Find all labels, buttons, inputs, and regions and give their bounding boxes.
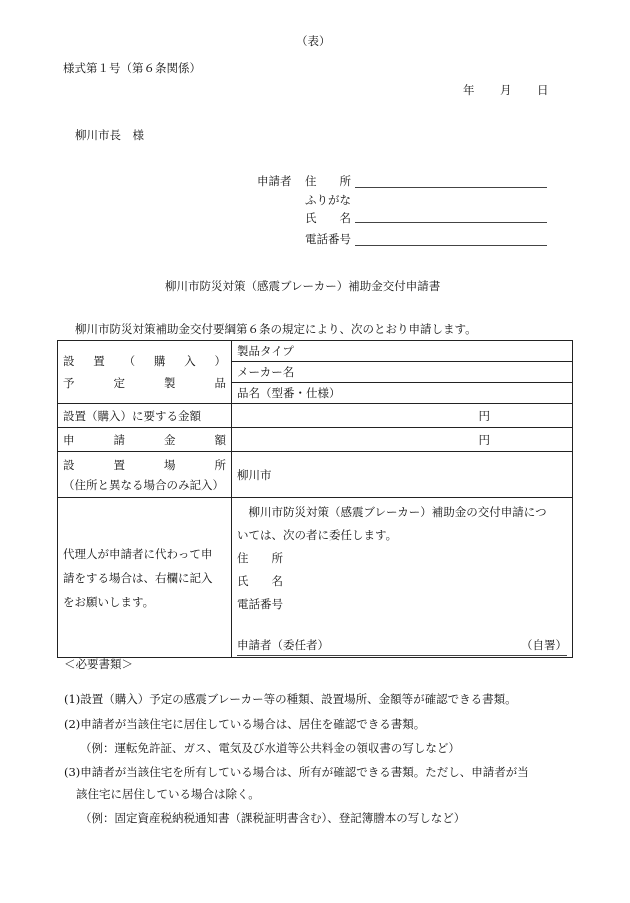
- agent-label-cell: [58, 498, 232, 658]
- form-number: 様式第１号（第６条関係）: [63, 61, 201, 75]
- agent-address-field[interactable]: 住 所: [237, 551, 283, 565]
- applicant-address-label: 住 所: [305, 174, 351, 188]
- location-note: （住所と異なる場合のみ記入）: [63, 477, 224, 492]
- amount-field[interactable]: [232, 428, 573, 452]
- label-char: 入: [184, 354, 196, 368]
- signature-label: （自署）: [521, 638, 567, 652]
- yen-unit: 円: [478, 408, 490, 423]
- product-label-line1: [63, 353, 226, 369]
- location-value: 柳川市: [237, 467, 272, 482]
- label-char: 額: [214, 432, 226, 447]
- label-char: 置: [113, 457, 125, 472]
- label-char: 購: [153, 354, 166, 368]
- product-label-line2: [63, 375, 226, 391]
- applicant-name-label: 氏 名: [305, 211, 351, 225]
- agent-label-line: 代理人が申請者に代わって申: [63, 546, 213, 561]
- delegator-label: 申請者（委任者）: [237, 638, 329, 652]
- application-table: [57, 340, 573, 658]
- applicant-phone-line[interactable]: [355, 245, 547, 246]
- maker-name-field[interactable]: メーカー名: [232, 362, 572, 383]
- label-char: ）: [214, 354, 226, 368]
- agent-label-line: をお願いします。: [63, 594, 155, 609]
- location-field[interactable]: [232, 452, 573, 498]
- delegation-cell: [232, 498, 573, 658]
- delegator-signature-line[interactable]: [237, 636, 567, 656]
- form-title: 柳川市防災対策（感震ブレーカー）補助金交付申請書: [165, 279, 441, 293]
- applicant-name-line[interactable]: [355, 222, 547, 223]
- delegation-text: 柳川市防災対策（感震ブレーカー）補助金の交付申請につ: [237, 505, 547, 519]
- label-char: 請: [113, 432, 125, 447]
- label-char: 製: [164, 376, 176, 390]
- addressee: 柳川市長 様: [75, 128, 144, 142]
- note-item-3-cont: 該住宅に居住している場合は除く。: [76, 787, 260, 801]
- date-month: 月: [500, 83, 512, 97]
- note-item-3: (3)申請者が当該住宅を所有している場合は、所有が確認できる書類。ただし、申請者が当: [64, 765, 529, 779]
- label-char: 置: [93, 354, 105, 368]
- amount-label: [63, 432, 226, 448]
- note-item-2: (2)申請者が当該住宅に居住している場合は、居住を確認できる書類。: [64, 717, 426, 731]
- date-year: 年: [463, 83, 475, 97]
- notes-heading: ＜必要書類＞: [64, 657, 133, 671]
- applicant-address-line[interactable]: [355, 187, 547, 188]
- label-char: 定: [113, 376, 125, 390]
- label-char: 申: [63, 432, 75, 447]
- label-char: 設: [63, 457, 75, 472]
- product-type-field[interactable]: 製品タイプ: [232, 341, 572, 362]
- side-mark: （表）: [296, 34, 331, 48]
- product-name-field[interactable]: 品名（型番・仕様）: [237, 386, 341, 400]
- amount-label-cell: [58, 428, 232, 452]
- label-char: 設: [63, 354, 75, 368]
- note-item-1: (1)設置（購入）予定の感震ブレーカー等の種類、設置場所、金額等が確認できる書類。: [64, 692, 517, 706]
- intro-text: 柳川市防災対策補助金交付要綱第６条の規定により、次のとおり申請します。: [75, 322, 477, 336]
- label-char: 予: [63, 376, 75, 390]
- note-example-3: （例：固定資産税納税通知書（課税証明書含む）、登記簿謄本の写しなど）: [80, 811, 466, 825]
- cost-label: 設置（購入）に要する金額: [58, 404, 232, 428]
- label-char: （: [123, 354, 136, 368]
- product-label-cell: [58, 341, 232, 404]
- date-day: 日: [537, 83, 549, 97]
- label-char: 金: [164, 432, 176, 447]
- product-fields-cell: [232, 341, 573, 404]
- location-label: [63, 457, 226, 473]
- applicant-phone-label: 電話番号: [305, 232, 351, 246]
- applicant-label: 申請者: [257, 174, 292, 188]
- location-label-cell: [58, 452, 232, 498]
- label-char: 所: [214, 457, 226, 472]
- label-char: 場: [164, 457, 176, 472]
- agent-name-field[interactable]: 氏 名: [237, 574, 283, 588]
- delegation-text: いては、次の者に委任します。: [237, 528, 398, 542]
- yen-unit: 円: [478, 432, 490, 447]
- note-example-2: （例：運転免許証、ガス、電気及び水道等公共料金の領収書の写しなど）: [80, 741, 460, 755]
- agent-phone-field[interactable]: 電話番号: [237, 597, 283, 611]
- applicant-furigana-label: ふりがな: [305, 193, 351, 207]
- agent-label-line: 請をする場合は、右欄に記入: [63, 570, 213, 585]
- cost-field[interactable]: [232, 404, 573, 428]
- label-char: 品: [214, 376, 226, 390]
